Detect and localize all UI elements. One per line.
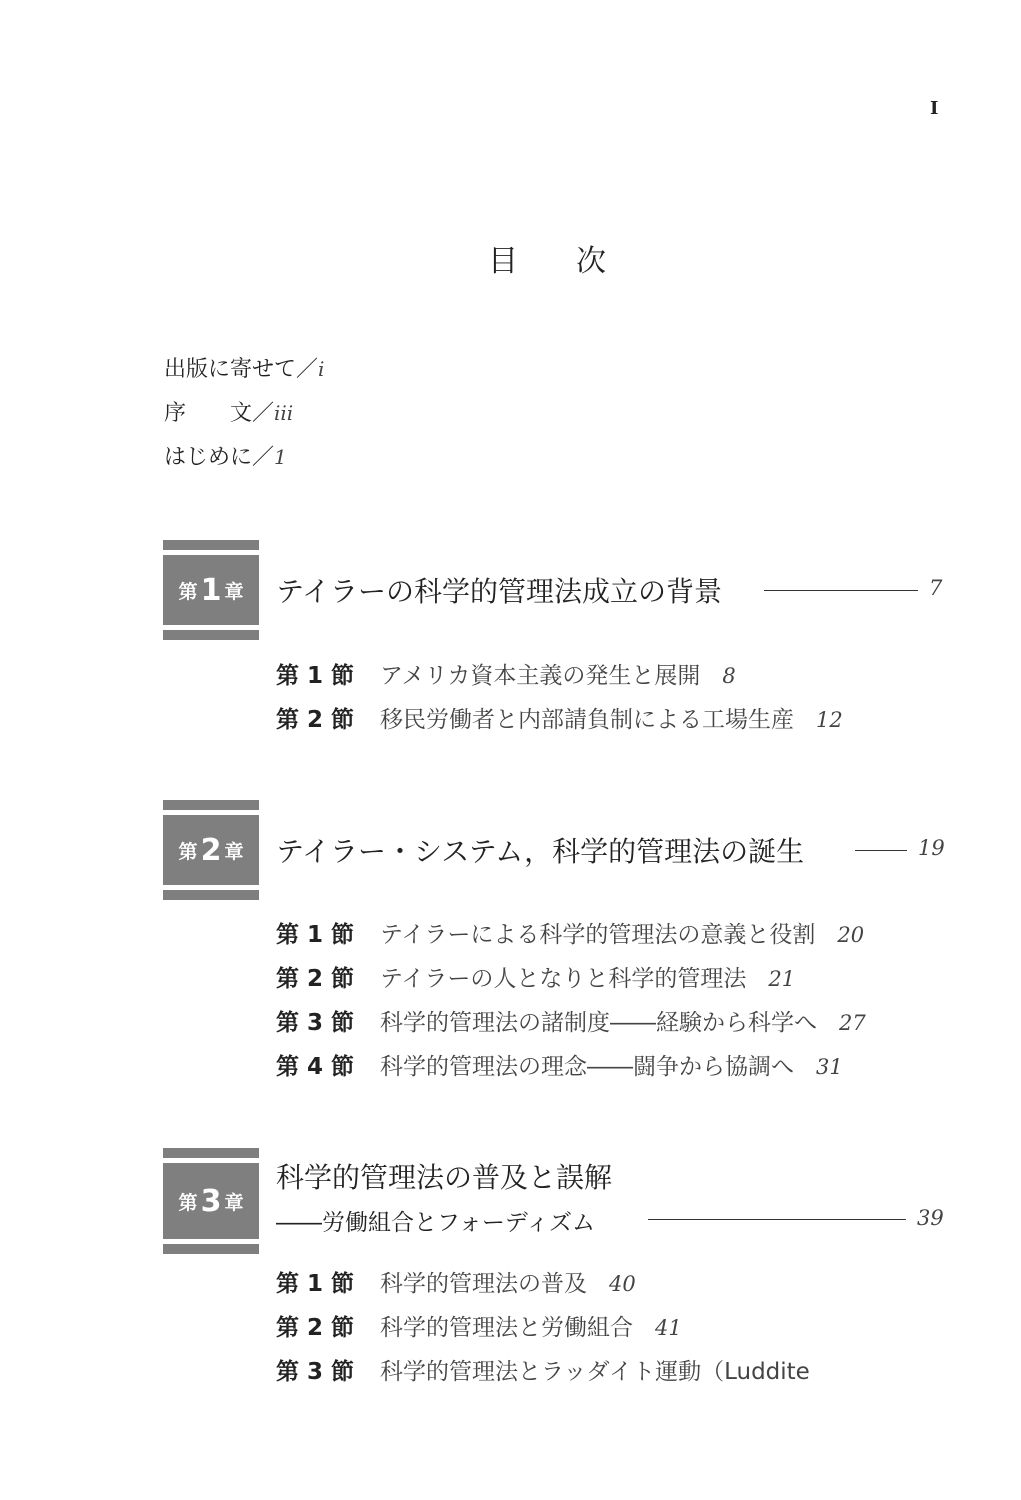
leader-line (855, 850, 907, 851)
chapter-badge: 第 3 章 (163, 1148, 259, 1254)
section-entry: 第 1 節 科学的管理法の普及 40 (276, 1271, 636, 1297)
section-entry: 第 4 節 科学的管理法の理念――闘争から協調へ 31 (276, 1054, 843, 1080)
front-item-label: 序 文／ (164, 401, 275, 426)
section-entry: 第 3 節 科学的管理法とラッダイト運動（Luddite (276, 1359, 810, 1385)
front-item-foreword (164, 352, 324, 383)
front-item-introduction (164, 440, 287, 471)
front-item-preface (164, 396, 293, 427)
leader-line (764, 590, 918, 591)
section-entry: 第 2 節 科学的管理法と労働組合 41 (276, 1315, 682, 1341)
section-entry: 第 3 節 科学的管理法の諸制度――経験から科学へ 27 (276, 1010, 866, 1036)
front-item-page: 1 (274, 445, 287, 469)
page-folio: I (930, 98, 939, 119)
section-entry: 第 1 節 アメリカ資本主義の発生と展開 8 (276, 663, 736, 689)
front-item-label: はじめに／ (164, 445, 275, 470)
section-entry: 第 2 節 テイラーの人となりと科学的管理法 21 (276, 966, 796, 992)
front-item-label: 出版に寄せて／ (164, 357, 319, 382)
toc-title: 目次 (488, 244, 664, 279)
chapter-page: 7 (929, 576, 943, 600)
chapter-page: 39 (917, 1206, 944, 1230)
section-entry: 第 1 節 テイラーによる科学的管理法の意義と役割 20 (276, 922, 865, 948)
front-item-page: i (318, 357, 325, 381)
chapter-title: テイラーの科学的管理法成立の背景 (276, 575, 723, 608)
leader-line (648, 1219, 906, 1220)
chapter-badge: 第 2 章 (163, 800, 259, 900)
section-entry: 第 2 節 移民労働者と内部請負制による工場生産 12 (276, 707, 843, 733)
chapter-title: 科学的管理法の普及と誤解 (276, 1161, 613, 1194)
chapter-title: テイラー・システム，科学的管理法の誕生 (276, 835, 805, 868)
chapter-page: 19 (918, 836, 945, 860)
chapter-subtitle: ――労働組合とフォーディズム (276, 1210, 596, 1236)
front-item-page: iii (274, 401, 294, 425)
chapter-badge: 第 1 章 (163, 540, 259, 640)
